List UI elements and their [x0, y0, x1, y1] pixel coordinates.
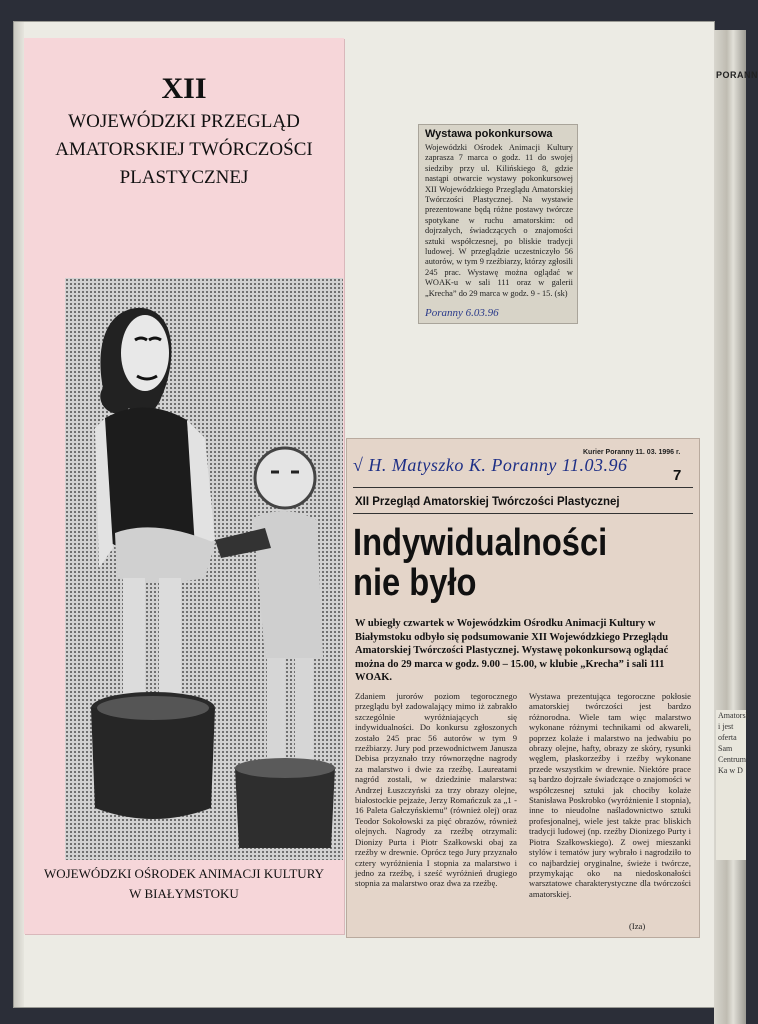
leaflet-title-line-2: AMATORSKIEJ TWÓRCZOŚCI	[55, 139, 313, 160]
edge-clipping-fragment: Amatorsk i jest oferta Sam Centrum Ka w D	[716, 710, 746, 860]
large-news-clipping	[346, 438, 700, 938]
adjacent-pages-edge	[714, 30, 758, 1024]
leaflet-title-line-1: WOJEWÓDZKI PRZEGLĄD	[68, 111, 300, 132]
article-author-signature: (Iza)	[629, 921, 646, 931]
small-clipping-body: Wojewódzki Ośrodek Animacji Kultury zaprasza 7 marca o godz. 11 do swojej siedziby przy ul. Kilińskiego 8, gdzie nastąpi otwarcie wystawy pokonkursowej XII Wojewódzkiego Przeglądu Amatorskiej Twórczości Plastycznej. Na wystawie prezentowane będą różne postawy twórcze spotykane w ruchu amatorskim: od dojrzałych, świadczących o znajomości sztuki współczesnej, po bliskie tradycji ludowej. W przeglądzie uczestniczyło 56 autorów, w tym 9 rzeźbiarzy, którzy zgłosili 245 prac. Wystawę można oglądać w WOAK-u w sali 111 oraz w galerii „Krecha” do 29 marca w godz. 9 - 15. (sk)	[425, 143, 573, 298]
newspaper-masthead-date: Kurier Poranny 11. 03. 1996 r.	[583, 449, 681, 456]
page-binding	[14, 22, 24, 1007]
exhibition-leaflet	[24, 38, 344, 934]
sculpture-photo	[65, 278, 343, 860]
small-clipping-handwritten-note: Poranny 6.03.96	[425, 307, 499, 319]
leaflet-edition-number: XII	[161, 72, 207, 105]
small-clipping-headline: Wystawa pokonkursowa	[425, 128, 553, 140]
leaflet-title-line-3: PLASTYCZNEJ	[119, 167, 249, 188]
leaflet-publisher-line-1: WOJEWÓDZKI OŚRODEK ANIMACJI KULTURY	[43, 866, 325, 881]
article-headline	[353, 523, 688, 603]
headline-line-1: Indywidualności	[353, 522, 608, 564]
newspaper-page-number: 7	[673, 467, 682, 484]
large-clipping-handwritten-note: √ H. Matyszko K. Poranny 11.03.96	[353, 455, 628, 475]
small-news-clipping	[418, 124, 578, 324]
article-series-label: XII Przegląd Amatorskiej Twórczości Plastycznej	[355, 496, 620, 508]
sculpture-figures-illustration	[65, 278, 343, 860]
headline-line-2: nie było	[353, 562, 477, 604]
series-rule	[353, 513, 693, 514]
article-column-2: Wystawa prezentująca tegoroczne pokłosie amatorskiej twórczości jest bardzo różnorodna. Wiele tam więc malarstwo wykonane różnymi technikami od akwareli, poprzez kolaże i malarstwo na jedwabiu po obrazy olejne, hafty, obrazy ze skóry, rysunki węglem, płaskorzeźby i rzeźby wykonane przede wszystkim w drewnie. Niektóre prace są bardzo dojrzałe świadczące o znajomości w współczesnej sztuki jak chociby kolaże Stanisława Poskrobko (wyróżnienie I stopnia), inne to nieudolne naśladownictwo sztuki profesjonalnej, wiele jest także prac bliskich tradycji ludowej (np. rzeźby Dionizego Purty i Piotra Szałkowskiego). Z owej mieszanki stylów i tematów jury wybrało i nagrodziło to co najbardziej oryginalne, świeże i twórcze, przymykając oko na niedoskonałości warsztatowe charakterystyczne dla twórczości amatorskiej.	[529, 691, 691, 899]
leaflet-publisher-line-2: W BIAŁYMSTOKU	[129, 886, 239, 901]
article-lead: W ubiegły czwartek w Wojewódzkim Ośrodku Animacji Kultury w Białymstoku odbyło się podsumowanie XII Wojewódzkiego Przeglądu Amatorskiej Twórczości Plastycznej. Wystawę pokonkursową oglądać można do 29 marca w godz. 9.00 – 15.00, w klubie „Krecha” i sali 111 WOAK.	[355, 618, 669, 684]
top-rule	[353, 487, 693, 488]
article-column-1: Zdaniem jurorów poziom tegorocznego przeglądu był zadowalający mimo iż zabrakło szczególnie wyróżniających się indywidualności. Do konkursu zgłoszonych zostało 245 prac 56 autorów w tym 9 rzeźbiarzy. Jury pod przewodnictwem Janusza Debisa przyznało trzy równorzędne nagrody za malarstwo i dwie za rzeźbę. Laureatami nagród zostali, w dziedzinie malarstwa: Andrzej Łuszczyński za trzy obrazy olejne, białostockie pejzaże, Jerzy Romańczuk za „1 - 16 Paleta Gałczyńskiemu” (również olej) oraz Teodor Sokołowski za pięć obrazów, również olejnych. Nagrody za rzeźbę otrzymali: Dionizy Purta i Piotr Szałkowski obaj za rzeźby w drewnie. Oprócz tego Jury przyznało cztery wyróżnienia I stopnia za malarstwo i jedno za rzeźbę, i sześć wyróżnień drugiego stopnia za malarstwo oraz dwa za rzeźbę.	[355, 691, 517, 889]
edge-newspaper-tab: PORANN	[716, 70, 758, 80]
